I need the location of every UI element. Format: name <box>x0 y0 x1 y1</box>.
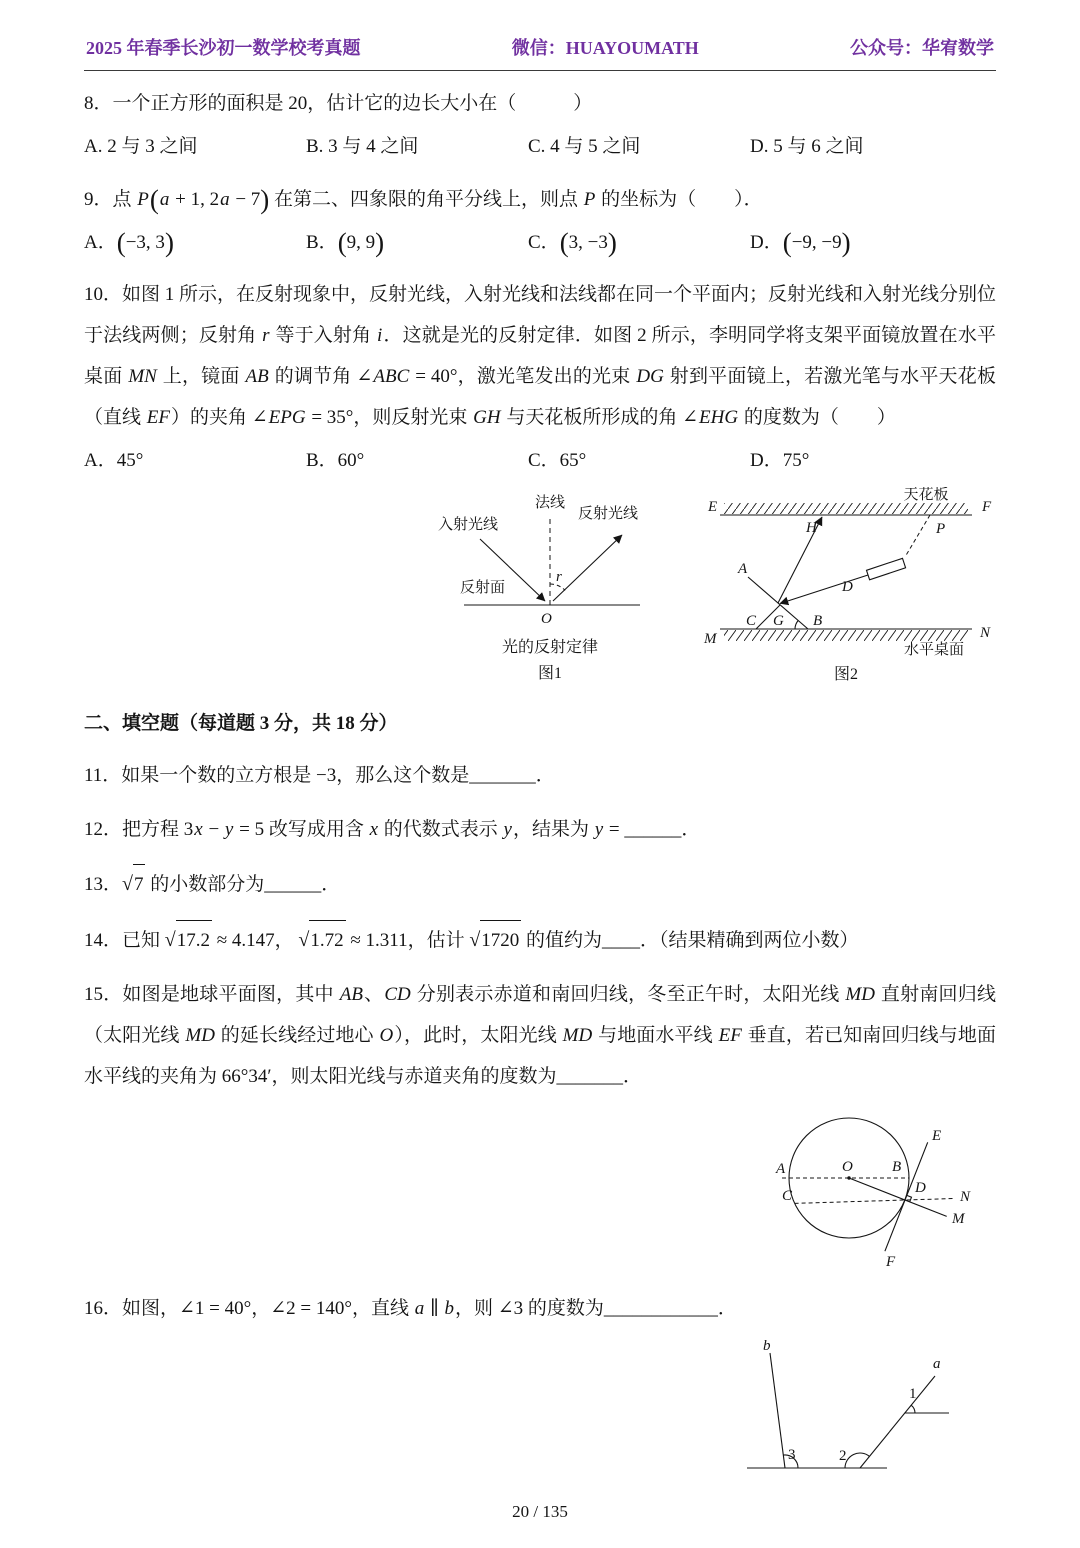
header-title: 2025 年春季长沙初一数学校考真题 <box>86 38 361 58</box>
fig1-angle-r-label: r <box>556 568 562 585</box>
question-13-stem: 13．√7 的小数部分为______． <box>84 863 996 906</box>
fig15-point-o: O <box>842 1158 853 1175</box>
fig15-point-a: A <box>776 1160 786 1177</box>
fig1-normal-label: 法线 <box>534 494 566 511</box>
fig2-table-hatch <box>724 630 968 641</box>
question-9-stem: 9．点 P(a + 1, 2a − 7) 在第二、四象限的角平分线上，则点 P 的坐标为（ ）． <box>84 184 763 215</box>
fig2-p-dashed-line <box>905 515 930 557</box>
figure-2-mirror-setup <box>696 487 996 683</box>
question-14-stem: 14．已知 √17.2 ≈ 4.147， √1.72 ≈ 1.311，估计 √1720 的值约为____．（结果精确到两位小数） <box>84 919 996 962</box>
fig2-point-n: N <box>980 624 991 641</box>
fig2-point-e: E <box>708 498 718 515</box>
fig2-point-m: M <box>704 630 717 647</box>
question-15-stem: 15．如图是地球平面图，其中 AB、CD 分别表示赤道和南回归线，冬至正午时，太阳光线 MD 直射南回归线（太阳光线 MD 的延长线经过地心 O），此时，太阳光线 MD 与地面水平线 EF 垂直，若已知南回归线与地面水平线的夹角为 66°34′，则太阳光线与赤道夹角的度数为_______． <box>84 984 996 1087</box>
fig15-sunray-om <box>849 1178 947 1216</box>
fig16-angle1-arc <box>911 1405 915 1413</box>
fig2-point-c: C <box>746 612 757 629</box>
q8-option-c: C. 4 与 5 之间 <box>528 135 641 157</box>
q10-option-b: B．60° <box>306 449 365 471</box>
header-wechat: 微信：HUAYOUMATH <box>511 38 699 58</box>
question-9-options <box>84 223 996 263</box>
fig2-angle-abc-arc <box>795 620 798 629</box>
fig15-point-e: E <box>932 1127 942 1144</box>
fig2-point-h: H <box>806 519 817 536</box>
q8-option-d: D. 5 与 6 之间 <box>750 135 864 157</box>
question-10-stem: 10．如图 1 所示，在反射现象中，反射光线，入射光线和法线都在同一个平面内；反射光线和入射光线分别位于法线两侧；反射角 r 等于入射角 i．这就是光的反射定律．如图 2 所示，李明同学将支架平面镜放置在水平桌面 MN 上，镜面 AB 的调节角 ∠ABC = 40°，激光笔发出的光束 DG 射到平面镜上，若激光笔与水平天花板（直线 EF）的夹角 ∠EPG = 35°，则反射光束 GH 与天花板所形成的角 ∠EHG 的度数为（ ） <box>84 284 997 428</box>
page-number: 20 / 135 <box>512 1501 568 1521</box>
fig2-point-a: A <box>738 560 748 577</box>
q8-option-a: A. 2 与 3 之间 <box>84 135 198 157</box>
fig2-figure-label: 图2 <box>833 665 859 683</box>
fig16-label-3: 3 <box>788 1446 796 1463</box>
fig2-point-d: D <box>842 578 853 595</box>
question-8-stem: 8．一个正方形的面积是 20，估计它的边长大小在（ ） <box>84 93 593 114</box>
question-16-stem: 16．如图，∠1 = 40°，∠2 = 140°，直线 a ∥ b，则 ∠3 的度数为____________． <box>84 1297 737 1319</box>
header-account: 公众号：华宥数学 <box>849 38 994 58</box>
figure-1-reflection-law <box>422 487 678 683</box>
fig16-line-a <box>860 1376 935 1468</box>
question-10-options <box>84 441 996 481</box>
q9-option-b: B．(9, 9) <box>306 227 385 258</box>
fig15-point-n: N <box>960 1188 971 1205</box>
fig15-point-f: F <box>886 1253 896 1270</box>
fig16-label-2: 2 <box>839 1447 847 1464</box>
question-10-figures <box>84 487 996 683</box>
fig2-beam-dg <box>780 575 868 604</box>
fig2-point-f: F <box>982 498 992 515</box>
question-12-stem: 12．把方程 3x − y = 5 改写成用含 x 的代数式表示 y，结果为 y = ______． <box>84 818 701 840</box>
fig1-reflected-ray <box>553 535 622 601</box>
fig1-surface-label: 反射面 <box>460 579 506 596</box>
page-header <box>84 30 996 71</box>
question-15-figure <box>84 1100 996 1276</box>
fig2-ceiling-hatch <box>724 503 968 514</box>
fig1-incident-label: 入射光线 <box>438 516 499 533</box>
fig15-point-c: C <box>782 1187 793 1204</box>
q9-option-a: A．(−3, 3) <box>84 227 174 258</box>
q10-option-d: D．75° <box>750 449 810 471</box>
fig1-figure-label: 图1 <box>537 664 563 682</box>
q8-option-b: B. 3 与 4 之间 <box>306 135 419 157</box>
figure-15-earth-diagram <box>774 1100 986 1276</box>
fig2-ceiling-label: 天花板 <box>903 486 949 503</box>
fig1-caption: 光的反射定律 <box>501 638 599 656</box>
question-8-options <box>84 127 996 167</box>
fig15-point-m: M <box>952 1210 965 1227</box>
fig15-point-d: D <box>915 1179 926 1196</box>
fig16-line-b <box>770 1353 785 1468</box>
figure-16-parallel-lines <box>735 1338 970 1486</box>
fig16-label-b: b <box>763 1337 771 1354</box>
fig16-label-1: 1 <box>909 1385 917 1402</box>
fig16-label-a: a <box>933 1355 941 1372</box>
question-11-stem: 11．如果一个数的立方根是 −3，那么这个数是_______． <box>84 764 555 786</box>
fig1-reflected-label: 反射光线 <box>578 505 639 522</box>
fig2-table-label: 水平桌面 <box>903 641 965 658</box>
fig1-point-o-label: O <box>541 610 552 627</box>
q9-option-c: C．(3, −3) <box>528 227 617 258</box>
fig2-point-p: P <box>936 520 946 537</box>
fig15-point-b: B <box>892 1158 902 1175</box>
fig2-point-g: G <box>773 612 784 629</box>
page-footer <box>84 1486 996 1530</box>
q9-option-d: D．(−9, −9) <box>750 227 851 258</box>
exam-body <box>84 71 996 1486</box>
fig15-tropic-cd <box>795 1198 954 1203</box>
fig2-point-b: B <box>813 612 823 629</box>
q10-option-a: A．45° <box>84 449 144 471</box>
question-16-figure <box>84 1338 996 1486</box>
section-2-title: 二、填空题（每道题 3 分，共 18 分） <box>84 712 398 734</box>
fig2-laser-pointer <box>867 558 906 580</box>
q10-option-c: C．65° <box>528 449 587 471</box>
